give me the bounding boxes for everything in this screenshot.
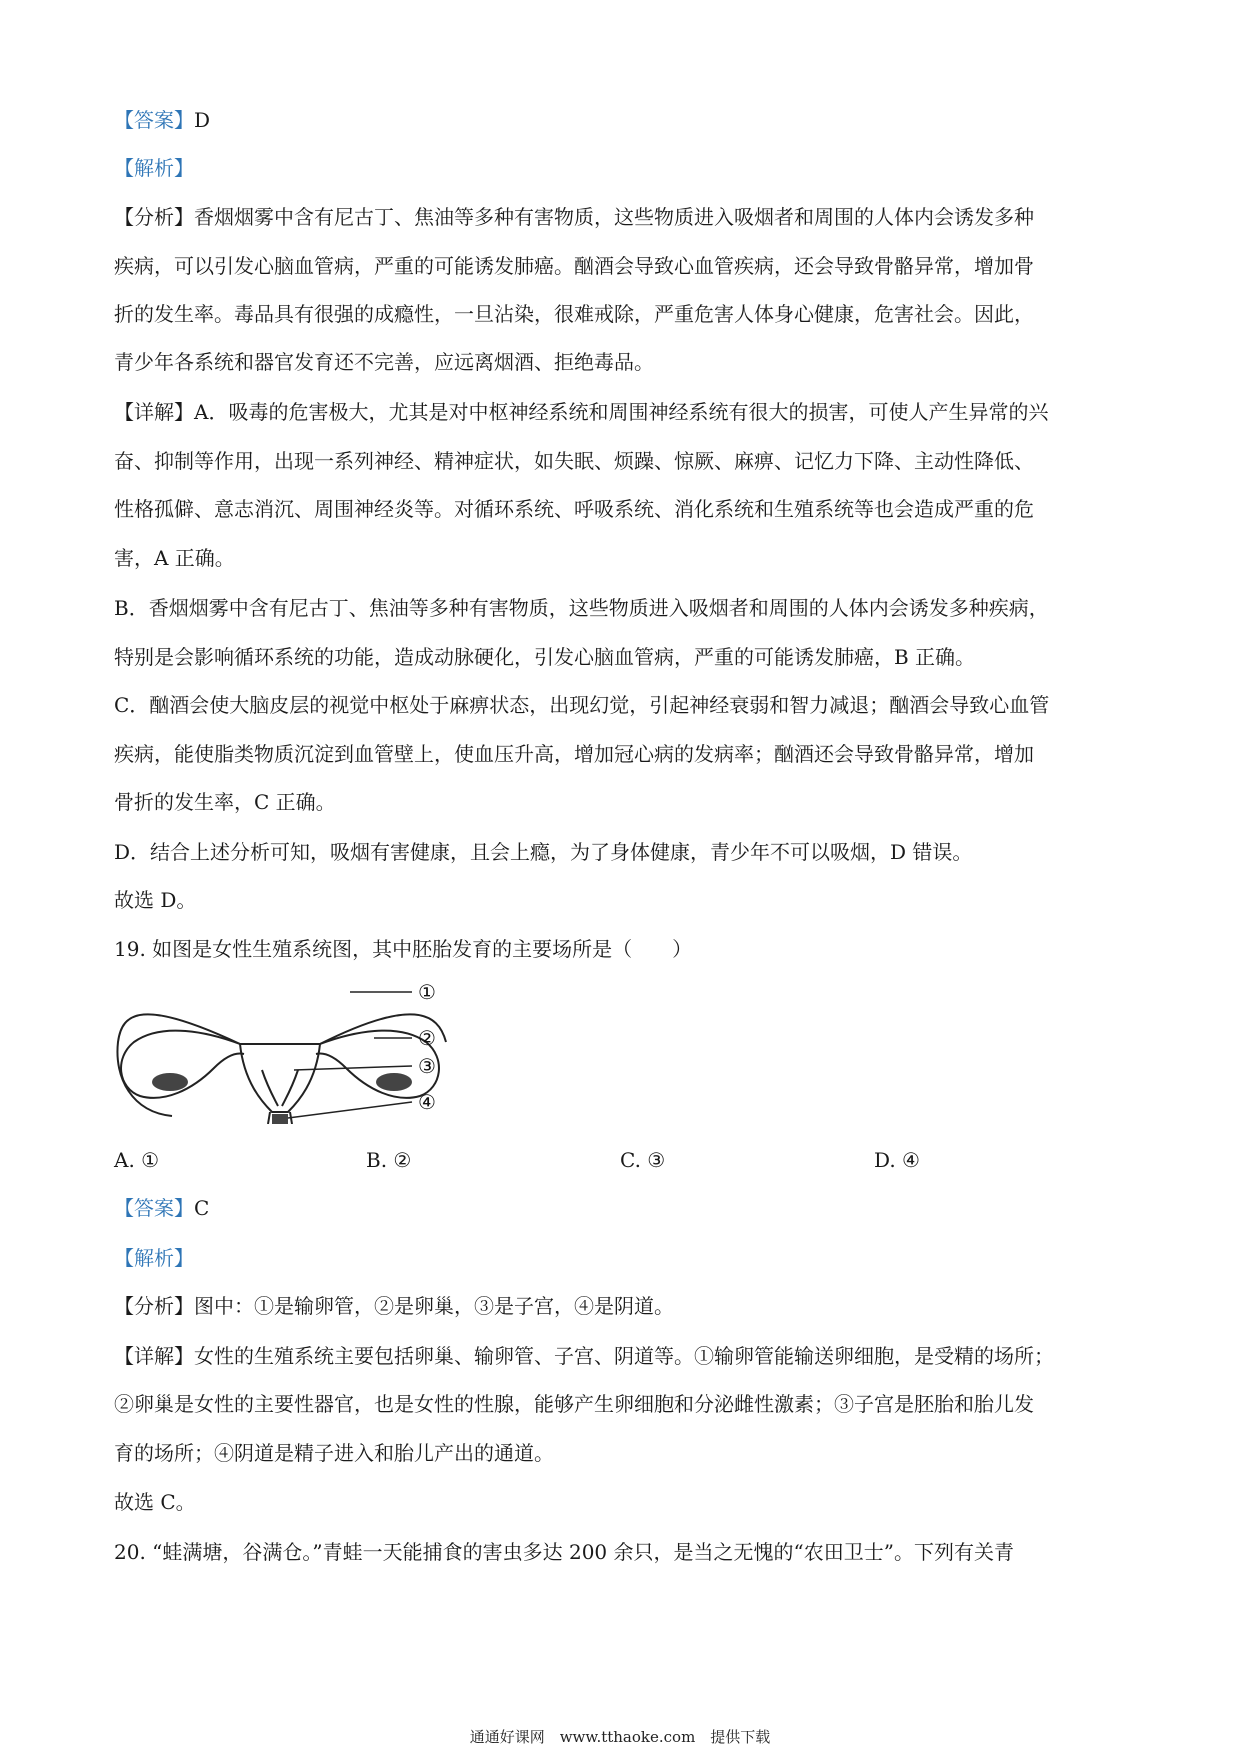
option-c[interactable]: C. ③ xyxy=(620,1148,666,1172)
q20-question: 20. “蛙满塘，谷满仓。”青蛙一天能捕食的害虫多达 200 余只，是当之无愧的“农田卫士”。下列有关青 xyxy=(114,1540,1014,1564)
diagram-label-2: ② xyxy=(418,1026,436,1050)
q18-detail-line: B．香烟烟雾中含有尼古丁、焦油等多种有害物质，这些物质进入吸烟者和周围的人体内会诱发多种疾病， xyxy=(114,596,1049,620)
answer-tag: 【答案】 xyxy=(114,1196,194,1220)
q18-detail-line: C．酗酒会使大脑皮层的视觉中枢处于麻痹状态，出现幻觉，引起神经衰弱和智力减退；酗酒会导致心血管 xyxy=(114,693,1050,717)
q19-detail-line: 【详解】女性的生殖系统主要包括卵巢、输卵管、子宫、阴道等。①输卵管能输送卵细胞，是受精的场所； xyxy=(114,1344,1054,1368)
q18-detail-line: 害，A 正确。 xyxy=(114,546,235,570)
q18-detail-line: 骨折的发生率，C 正确。 xyxy=(114,790,336,814)
diagram-label-4: ④ xyxy=(418,1090,436,1114)
answer-value: D xyxy=(194,108,211,132)
q18-detail-line: 特别是会影响循环系统的功能，造成动脉硬化，引发心脑血管病，严重的可能诱发肺癌，B 正确。 xyxy=(114,645,976,669)
q18-detail-line: D．结合上述分析可知，吸烟有害健康，且会上瘾，为了身体健康，青少年不可以吸烟，D 错误。 xyxy=(114,840,973,864)
answer-tag: 【答案】 xyxy=(114,108,194,132)
option-d[interactable]: D. ④ xyxy=(874,1148,920,1172)
q18-analysis-tag: 【解析】 xyxy=(114,156,194,180)
q18-detail-line: 性格孤僻、意志消沉、周围神经炎等。对循环系统、呼吸系统、消化系统和生殖系统等也会造成严重的危 xyxy=(114,497,1034,521)
option-b[interactable]: B. ② xyxy=(366,1148,412,1172)
q18-detail-line: 【详解】A．吸毒的危害极大，尤其是对中枢神经系统和周围神经系统有很大的损害，可使人产生异常的兴 xyxy=(114,400,1049,424)
q19-detail-line: 育的场所；④阴道是精子进入和胎儿产出的通道。 xyxy=(114,1441,554,1465)
q19-fenxi: 【分析】图中：①是输卵管，②是卵巢，③是子宫，④是阴道。 xyxy=(114,1294,674,1318)
q18-detail-line: 疾病，能使脂类物质沉淀到血管壁上，使血压升高，增加冠心病的发病率；酗酒还会导致骨骼异常，增加 xyxy=(114,742,1034,766)
diagram-label-3: ③ xyxy=(418,1054,436,1078)
female-reproductive-system-diagram xyxy=(112,982,452,1124)
option-a[interactable]: A. ① xyxy=(114,1148,160,1172)
q18-detail-line: 故选 D。 xyxy=(114,888,197,912)
q18-answer xyxy=(114,108,1134,132)
answer-value: C xyxy=(194,1196,210,1220)
q18-fenxi-line: 折的发生率。毒品具有很强的成瘾性，一旦沾染，很难戒除，严重危害人体身心健康，危害社会。因此， xyxy=(114,302,1034,326)
footer-source: 通通好课网 www.tthaoke.com 提供下载 xyxy=(469,1728,771,1746)
q18-fenxi-line: 【分析】香烟烟雾中含有尼古丁、焦油等多种有害物质，这些物质进入吸烟者和周围的人体内会诱发多种 xyxy=(114,205,1034,229)
q19-detail-line: 故选 C。 xyxy=(114,1490,196,1514)
q19-detail-line: ②卵巢是女性的主要性器官，也是女性的性腺，能够产生卵细胞和分泌雌性激素；③子宫是胚胎和胎儿发 xyxy=(114,1392,1034,1416)
q19-question: 19. 如图是女性生殖系统图，其中胚胎发育的主要场所是（ ） xyxy=(114,937,693,961)
q19-answer xyxy=(114,1196,1134,1220)
q18-fenxi-line: 疾病，可以引发心脑血管病，严重的可能诱发肺癌。酗酒会导致心血管疾病，还会导致骨骼异常，增加骨 xyxy=(114,254,1034,278)
diagram-label-1: ① xyxy=(418,982,436,1004)
q19-analysis-tag: 【解析】 xyxy=(114,1246,194,1270)
q18-detail-line: 奋、抑制等作用，出现一系列神经、精神症状，如失眠、烦躁、惊厥、麻痹、记忆力下降、主动性降低、 xyxy=(114,449,1034,473)
q18-fenxi-line: 青少年各系统和器官发育还不完善，应远离烟酒、拒绝毒品。 xyxy=(114,350,654,374)
